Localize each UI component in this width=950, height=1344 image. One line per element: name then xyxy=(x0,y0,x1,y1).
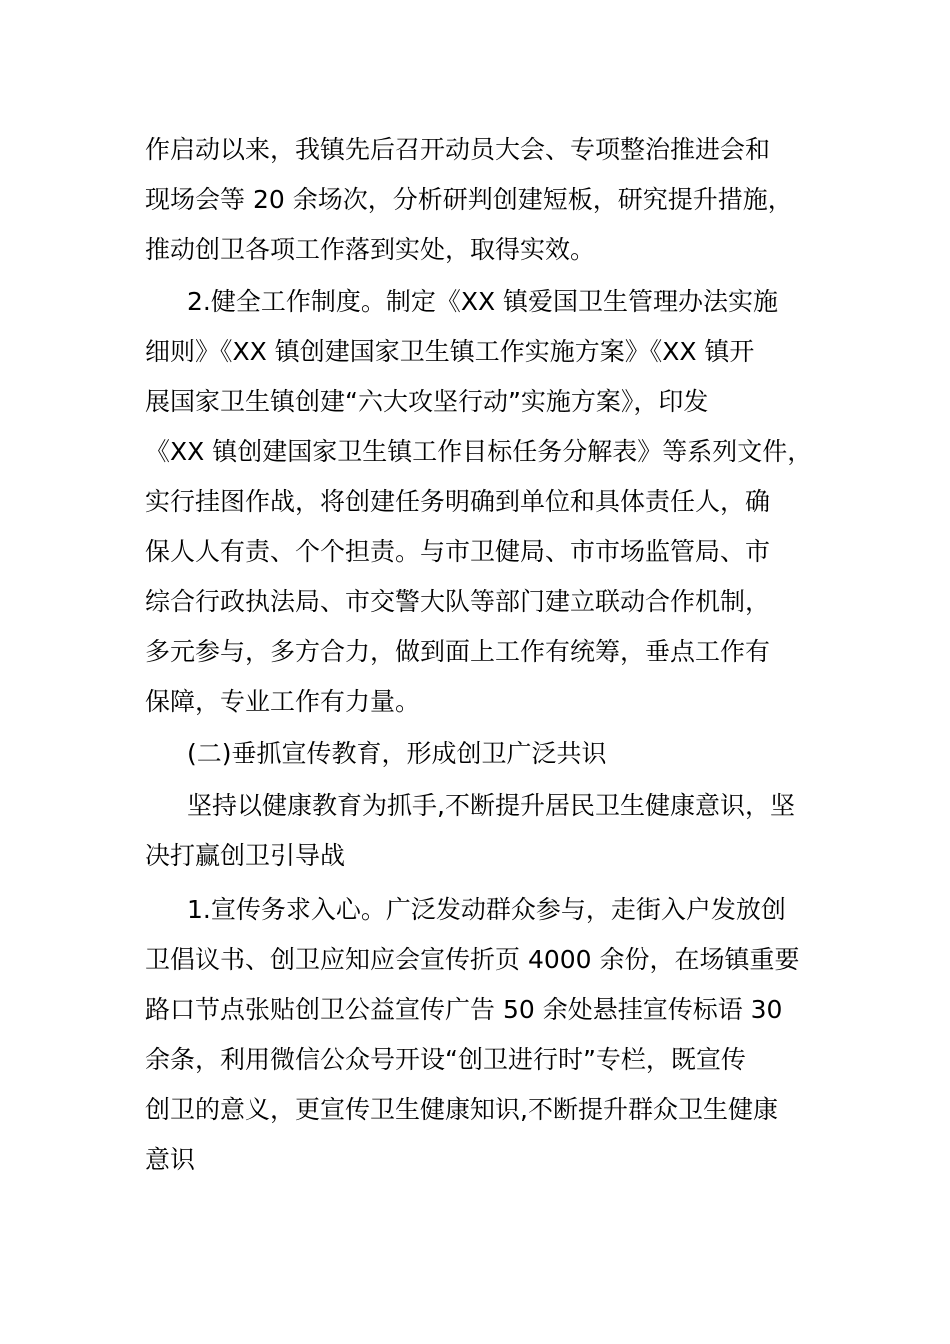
text-line: 现场会等 20 余场次，分析研判创建短板，研究提升措施， xyxy=(145,185,793,214)
text-line: 意识 xyxy=(145,1145,196,1174)
text-line: 保人人有责、个个担责。与市卫健局、市市场监管局、市 xyxy=(145,537,771,566)
text-line: 多元参与，多方合力，做到面上工作有统筹，垂点工作有 xyxy=(145,637,771,666)
text-line: 推动创卫各项工作落到实处，取得实效。 xyxy=(145,235,596,264)
paragraph-start-line: 坚持以健康教育为抓手,不断提升居民卫生健康意识，坚 xyxy=(187,791,795,820)
text-line: 卫倡议书、创卫应知应会宣传折页 4000 余份，在场镇重要 xyxy=(145,945,800,974)
text-line: 《XX 镇创建国家卫生镇工作目标任务分解表》等系列文件， xyxy=(145,437,813,466)
text-line: 作启动以来，我镇先后召开动员大会、专项整治推进会和 xyxy=(145,135,771,164)
text-line: 路口节点张贴创卫公益宣传广告 50 余处悬挂宣传标语 30 xyxy=(145,995,783,1024)
text-line: 展国家卫生镇创建“六大攻坚行动”实施方案》，印发 xyxy=(145,387,709,416)
text-line: 综合行政执法局、市交警大队等部门建立联动合作机制， xyxy=(145,587,771,616)
paragraph-start-line: 2.健全工作制度。制定《XX 镇爱国卫生管理办法实施 xyxy=(187,287,779,316)
text-line: 创卫的意义，更宣传卫生健康知识,不断提升群众卫生健康 xyxy=(145,1095,778,1124)
paragraph-start-line: 1.宣传务求入心。广泛发动群众参与，走街入户发放创 xyxy=(187,895,786,924)
text-line: 保障，专业工作有力量。 xyxy=(145,687,421,716)
text-line: 实行挂图作战，将创建任务明确到单位和具体责任人，确 xyxy=(145,487,771,516)
text-line: 余条，利用微信公众号开设“创卫进行时”专栏，既宣传 xyxy=(145,1045,746,1074)
section-heading: (二)垂抓宣传教育，形成创卫广泛共识 xyxy=(187,739,607,768)
text-line: 决打赢创卫引导战 xyxy=(145,841,346,870)
text-line: 细则》《XX 镇创建国家卫生镇工作实施方案》《XX 镇开 xyxy=(145,337,755,366)
